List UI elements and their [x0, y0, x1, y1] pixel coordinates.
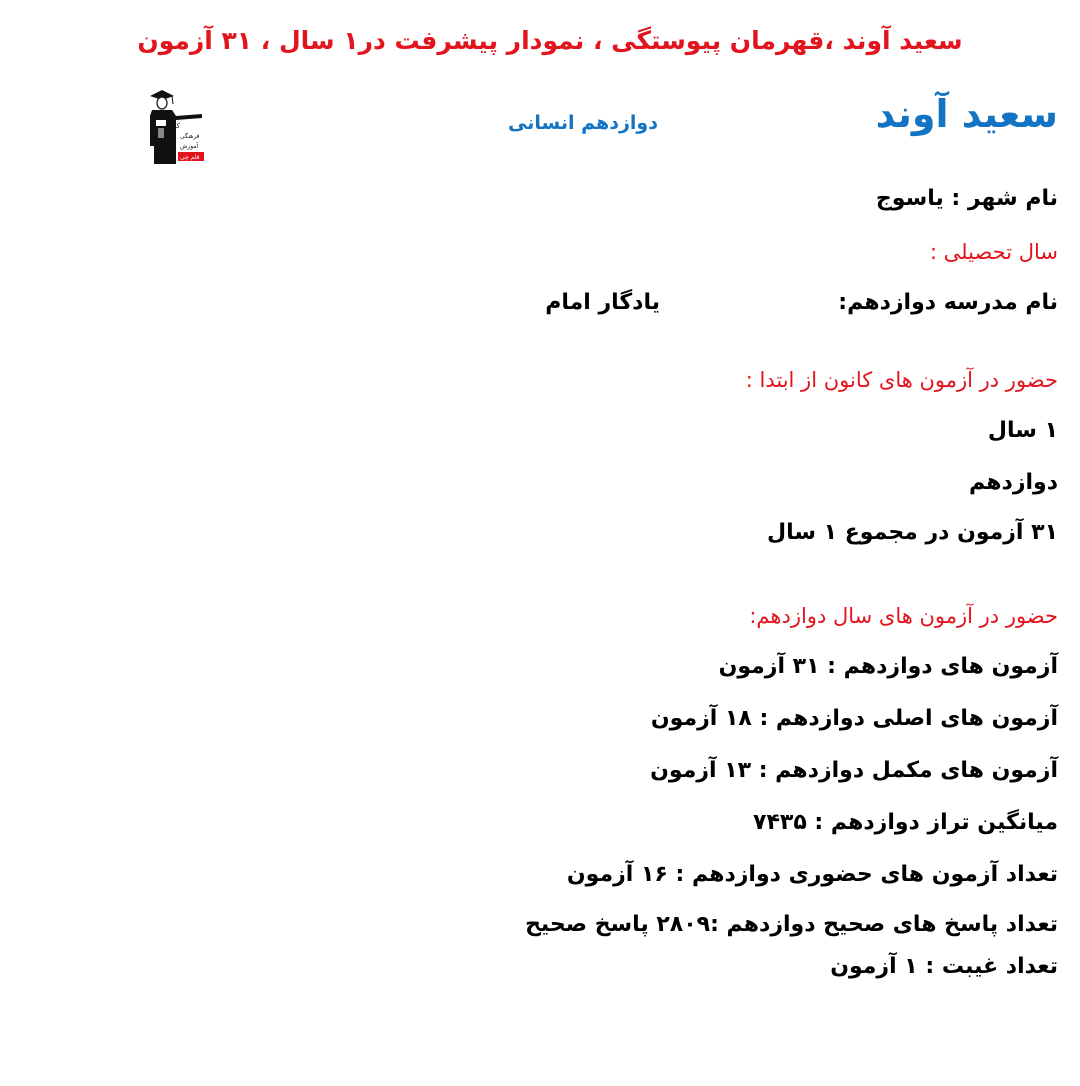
kanoon-logo — [146, 86, 206, 166]
since-start-years: ۱ سال — [987, 418, 1058, 443]
since-start-total: ۳۱ آزمون در مجموع ۱ سال — [767, 520, 1058, 545]
student-name: سعید آوند — [875, 92, 1058, 136]
grade12-stat: تعداد آزمون های حضوری دوازدهم : ۱۶ آزمون — [566, 862, 1058, 887]
grade12-stat: آزمون های دوازدهم : ۳۱ آزمون — [718, 654, 1058, 679]
svg-text:آموزش: آموزش — [180, 143, 199, 150]
grade12-stat: میانگین تراز دوازدهم : ۷۴۳۵ — [753, 810, 1058, 835]
grade12-heading: حضور در آزمون های سال دوازدهم: — [749, 604, 1058, 628]
grade12-stat: تعداد غیبت : ۱ آزمون — [830, 954, 1058, 979]
school-label: نام مدرسه دوازدهم: — [838, 290, 1058, 315]
svg-text:کانون: کانون — [163, 122, 180, 130]
svg-text:فرهنگی: فرهنگی — [180, 133, 200, 140]
academic-year-heading: سال تحصیلی : — [929, 240, 1058, 264]
grade12-stat: آزمون های مکمل دوازدهم : ۱۳ آزمون — [650, 758, 1058, 783]
grade12-stat: تعداد پاسخ های صحیح دوازدهم :۲۸۰۹ پاسخ صحیح — [525, 912, 1058, 937]
kanoon-graduate-logo-icon — [146, 86, 206, 166]
svg-text:قلم چی: قلم چی — [180, 154, 200, 161]
report-title: سعید آوند ،قهرمان پیوستگی ، نمودار پیشرفت در۱ سال ، ۳۱ آزمون — [137, 26, 963, 55]
since-start-heading: حضور در آزمون های کانون از ابتدا : — [745, 368, 1058, 392]
city-line: نام شهر : یاسوج — [875, 186, 1058, 211]
since-start-grade: دوازدهم — [969, 470, 1058, 495]
grade-field: دوازدهم انسانی — [508, 112, 658, 134]
school-value: یادگار امام — [545, 290, 660, 315]
grade12-stat: آزمون های اصلی دوازدهم : ۱۸ آزمون — [650, 706, 1058, 731]
